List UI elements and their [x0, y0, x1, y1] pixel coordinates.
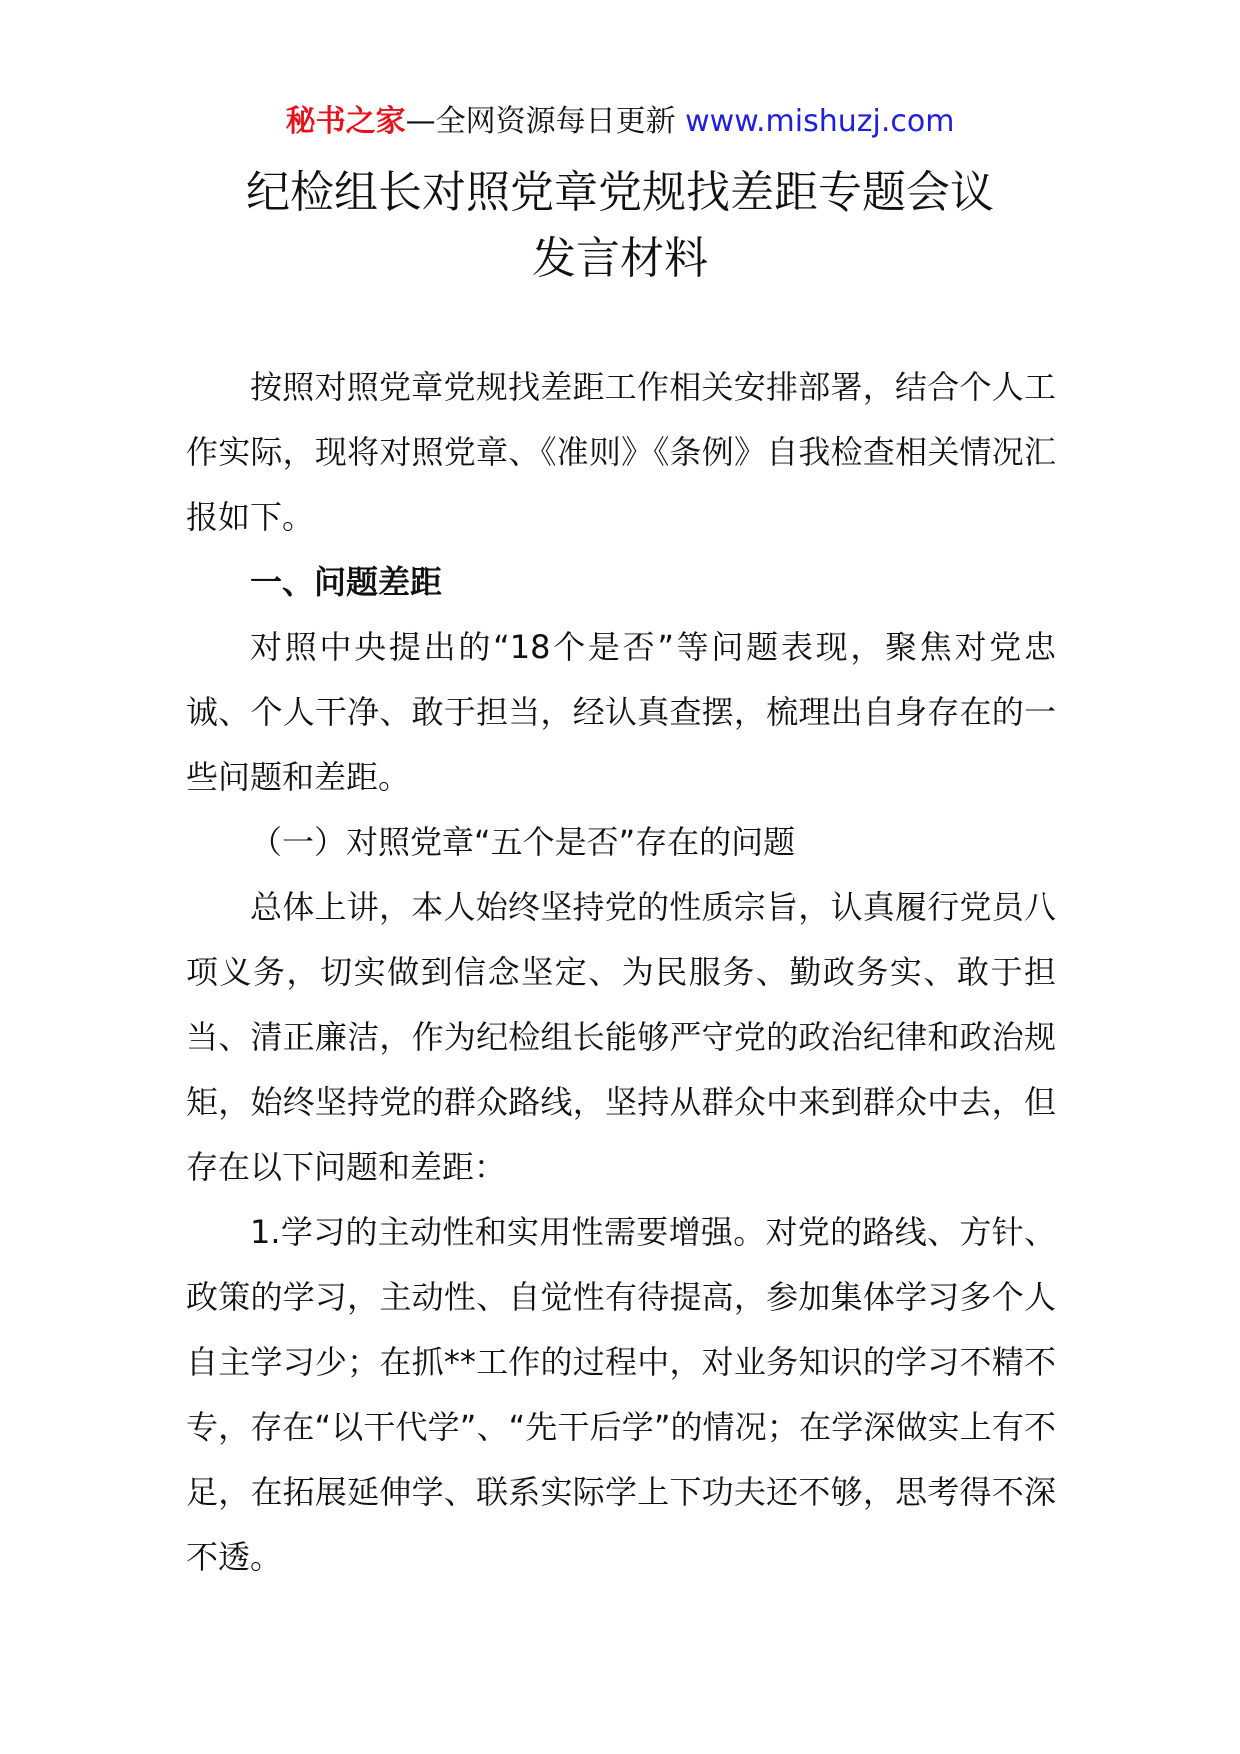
site-url-link[interactable]: www.mishuzj.com: [685, 104, 955, 139]
list-item-1: 1.学习的主动性和实用性需要增强。对党的路线、方针、政策的学习，主动性、自觉性有待提高，参加集体学习多个人自主学习少；在抓**工作的过程中，对业务知识的学习不精不专，存在“以干代学”、“先干后学”的情况；在学深做实上有不足，在拓展延伸学、联系实际学上下功夫还不够，思考得不深不透。: [186, 1213, 1056, 1576]
site-header: [0, 102, 1240, 142]
subsection-heading: （一）对照党章“五个是否”存在的问题: [250, 823, 796, 861]
document-title: [0, 160, 1240, 292]
section-intro-paragraph: 对照中央提出的“18个是否”等问题表现，聚焦对党忠诚、个人干净、敢于担当，经认真查摆，梳理出自身存在的一些问题和差距。: [186, 628, 1056, 796]
brand-name: 秘书之家: [285, 104, 406, 139]
title-line-2: 发言材料: [532, 233, 708, 284]
section-heading-problems: 一、问题差距: [250, 563, 443, 601]
document-body: [186, 355, 1056, 1590]
site-tagline: —全网资源每日更新: [405, 104, 676, 139]
intro-paragraph: 按照对照党章党规找差距工作相关安排部署，结合个人工作实际，现将对照党章、《准则》《条例》自我检查相关情况汇报如下。: [186, 368, 1056, 536]
title-line-1: 纪检组长对照党章党规找差距专题会议: [246, 167, 994, 218]
subsection-paragraph: 总体上讲，本人始终坚持党的性质宗旨，认真履行党员八项义务，切实做到信念坚定、为民服务、勤政务实、敢于担当、清正廉洁，作为纪检组长能够严守党的政治纪律和政治规矩，始终坚持党的群众路线，坚持从群众中来到群众中去，但存在以下问题和差距：: [186, 888, 1056, 1186]
